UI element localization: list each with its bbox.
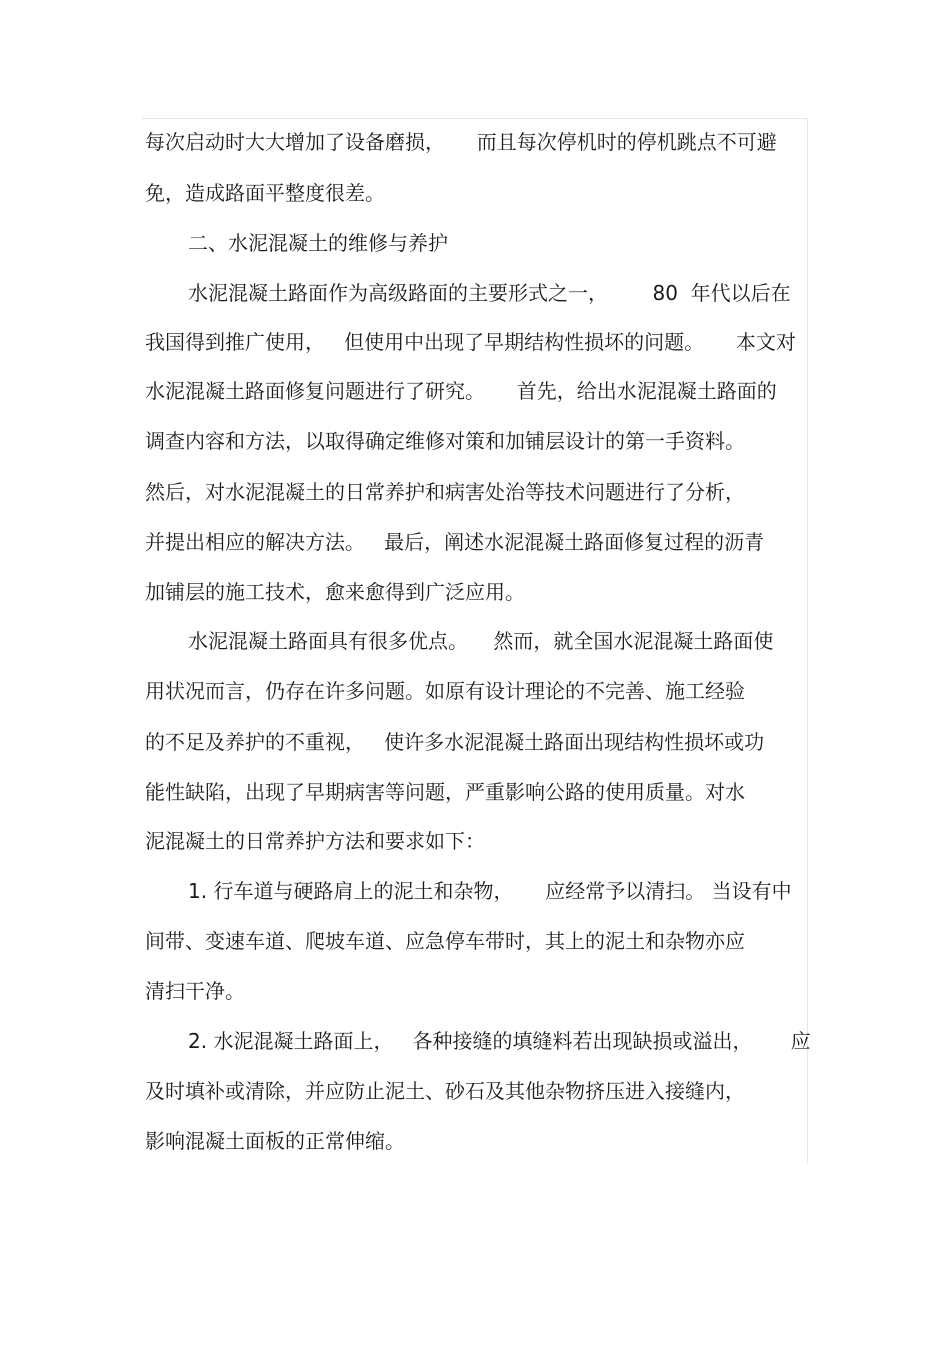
text-line: 然后，对水泥混凝土的日常养护和病害处治等技术问题进行了分析， — [145, 480, 745, 504]
text-line: 间带、变速车道、爬坡车道、应急停车带时，其上的泥土和杂物亦应 — [145, 929, 745, 953]
text-line: 的不足及养护的不重视， 使许多水泥混凝土路面出现结构性损坏或功 — [145, 730, 765, 754]
text-line: 影响混凝土面板的正常伸缩。 — [145, 1129, 405, 1153]
text-line: 免，造成路面平整度很差。 — [145, 181, 385, 205]
text-line: 泥混凝土的日常养护方法和要求如下： — [145, 829, 485, 853]
text-line: 及时填补或清除，并应防止泥土、砂石及其他杂物挤压进入接缝内， — [145, 1079, 745, 1103]
list-item-1: 1. 行车道与硬路肩上的泥土和杂物， 应经常予以清扫。 当设有中 — [188, 879, 792, 903]
list-item-2: 2. 水泥混凝土路面上， 各种接缝的填缝料若出现缺损或溢出， 应 — [188, 1029, 811, 1053]
text-line: 水泥混凝土路面作为高级路面的主要形式之一， 80 年代以后在 — [188, 281, 791, 305]
text-line: 能性缺陷，出现了早期病害等问题，严重影响公路的使用质量。对水 — [145, 780, 745, 804]
text-line: 我国得到推广使用， 但使用中出现了早期结构性损坏的问题。 本文对 — [145, 330, 796, 354]
text-line: 水泥混凝土路面具有很多优点。 然而，就全国水泥混凝土路面使 — [188, 629, 774, 653]
text-line: 调查内容和方法，以取得确定维修对策和加铺层设计的第一手资料。 — [145, 429, 745, 453]
text-line: 并提出相应的解决方法。 最后，阐述水泥混凝土路面修复过程的沥青 — [145, 530, 765, 554]
section-heading: 二、水泥混凝土的维修与养护 — [188, 231, 448, 255]
text-line: 用状况而言，仍存在许多问题。如原有设计理论的不完善、施工经验 — [145, 679, 745, 703]
text-line: 清扫干净。 — [145, 979, 245, 1003]
text-line: 加铺层的施工技术，愈来愈得到广泛应用。 — [145, 580, 525, 604]
text-line: 水泥混凝土路面修复问题进行了研究。 首先，给出水泥混凝土路面的 — [145, 379, 777, 403]
text-line: 每次启动时大大增加了设备磨损， 而且每次停机时的停机跳点不可避 — [145, 130, 777, 154]
